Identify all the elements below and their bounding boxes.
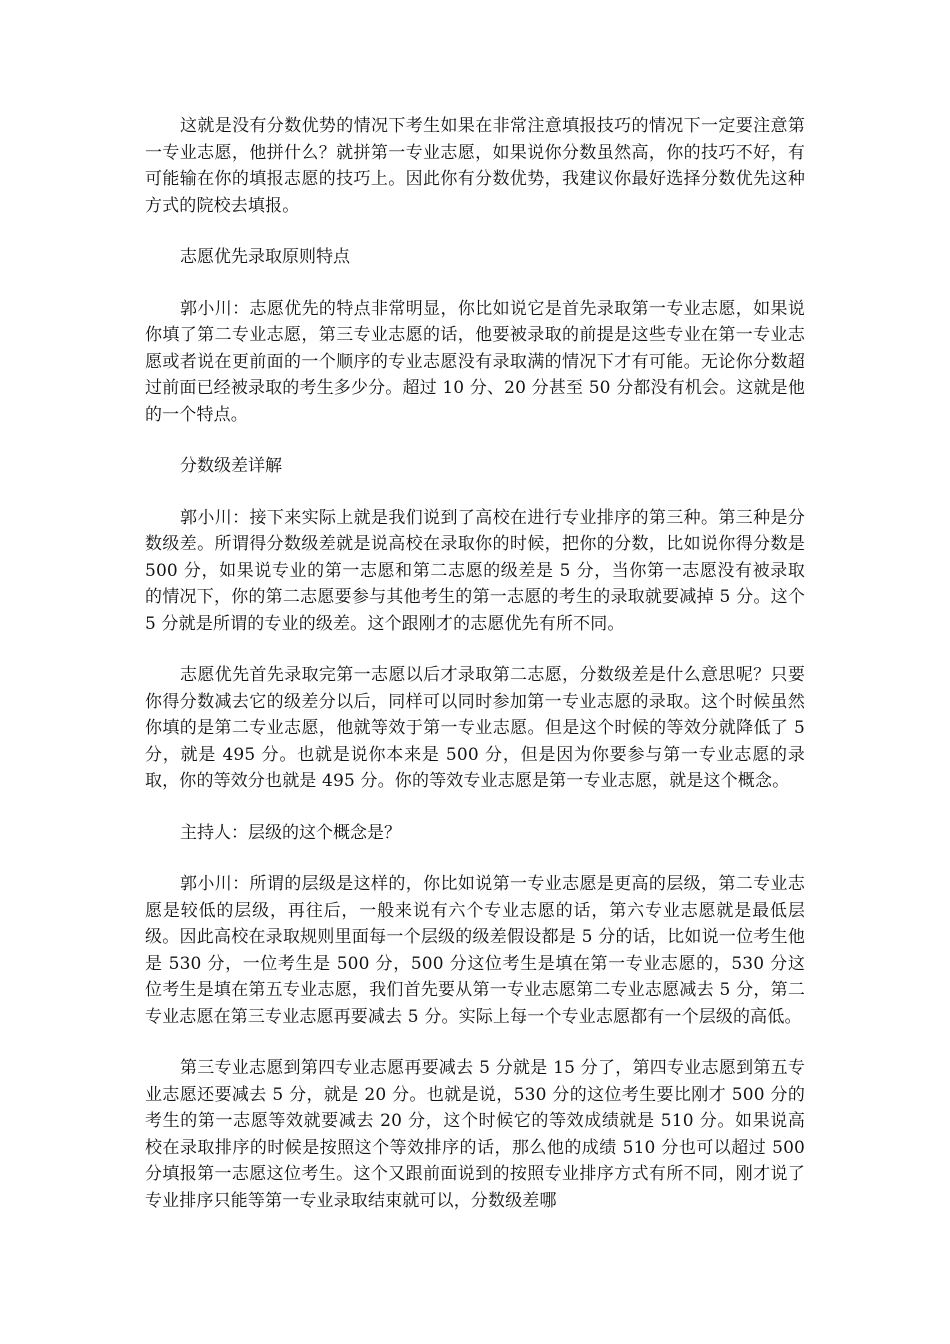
host-question: 主持人：层级的这个概念是？ [180, 822, 401, 843]
document-page [145, 113, 805, 1214]
paragraph-score-gap-intro: 郭小川：接下来实际上就是我们说到了高校在进行专业排序的第三种。第三种是分数级差。所谓得分数级差就是说高校在录取你的时候，把你的分数，比如说你得分数是 500 分，如果说专业的第一志愿和第二志愿的级差是 5 分，当你第一志愿没有被录取的情况下，你的第二志愿要参与其他考生的第一志愿的考生的录取就要减掉 5 分。这个 5 分就是所谓的专业的级差。这个跟刚才的志愿优先有所不同。 [145, 507, 805, 634]
paragraph-score-gap-meaning: 志愿优先首先录取完第一志愿以后才录取第二志愿，分数级差是什么意思呢？只要你得分数减去它的级差分以后，同样可以同时参加第一专业志愿的录取。这个时候虽然你填的是第二专业志愿，他就等效于第一专业志愿。但是这个时候的等效分就降低了 5 分，就是 495 分。也就是说你本来是 500 分，但是因为你要参与第一专业志愿的录取，你的等效分也就是 495 分。你的等效专业志愿是第一专业志愿，就是这个概念。 [145, 665, 805, 791]
paragraph-score-advantage: 这就是没有分数优势的情况下考生如果在非常注意填报技巧的情况下一定要注意第一专业志愿，他拼什么？就拼第一专业志愿，如果说你分数虽然高，你的技巧不好，有可能输在你的填报志愿的技巧上。因此你有分数优势，我建议你最好选择分数优先这种方式的院校去填报。 [145, 116, 805, 216]
section-heading-score-gap: 分数级差详解 [180, 456, 282, 476]
paragraph-volunteer-priority: 郭小川：志愿优先的特点非常明显，你比如说它是首先录取第一专业志愿，如果说你填了第二专业志愿，第三专业志愿的话，他要被录取的前提是这些专业在第一专业志愿或者说在更前面的一个顺序的专业志愿没有录取满的情况下才有可能。无论你分数超过前面已经被录取的考生多少分。超过 10 分、20 分甚至 50 分都没有机会。这就是他的一个特点。 [145, 298, 805, 425]
paragraph-levels-continued: 第三专业志愿到第四专业志愿再要减去 5 分就是 15 分了，第四专业志愿到第五专业志愿还要减去 5 分，就是 20 分。也就是说，530 分的这位考生要比刚才 500 分的考生的第一志愿等效就要减去 20 分，这个时候它的等效成绩就是 510 分。如果说高校在录取排序的时候是按照这个等效排序的话，那么他的成绩 510 分也可以超过 500 分填报第一志愿这位考生。这个又跟前面说到的按照专业排序方式有所不同，刚才说了专业排序只能等第一专业录取结束就可以，分数级差哪 [145, 1058, 805, 1211]
section-heading-volunteer-priority: 志愿优先录取原则特点 [180, 247, 350, 267]
paragraph-levels: 郭小川：所谓的层级是这样的，你比如说第一专业志愿是更高的层级，第二专业志愿是较低的层级，再往后，一般来说有六个专业志愿的话，第六专业志愿就是最低层级。因此高校在录取规则里面每一个层级的级差假设都是 5 分的话，比如说一位考生他是 530 分，一位考生是 500 分，500 分这位考生是填在第一专业志愿的，530 分这位考生是填在第五专业志愿，我们首先要从第一专业志愿第二专业志愿减去 5 分，第二专业志愿在第三专业志愿再要减去 5 分。实际上每一个专业志愿都有一个层级的高低。 [145, 874, 805, 1027]
